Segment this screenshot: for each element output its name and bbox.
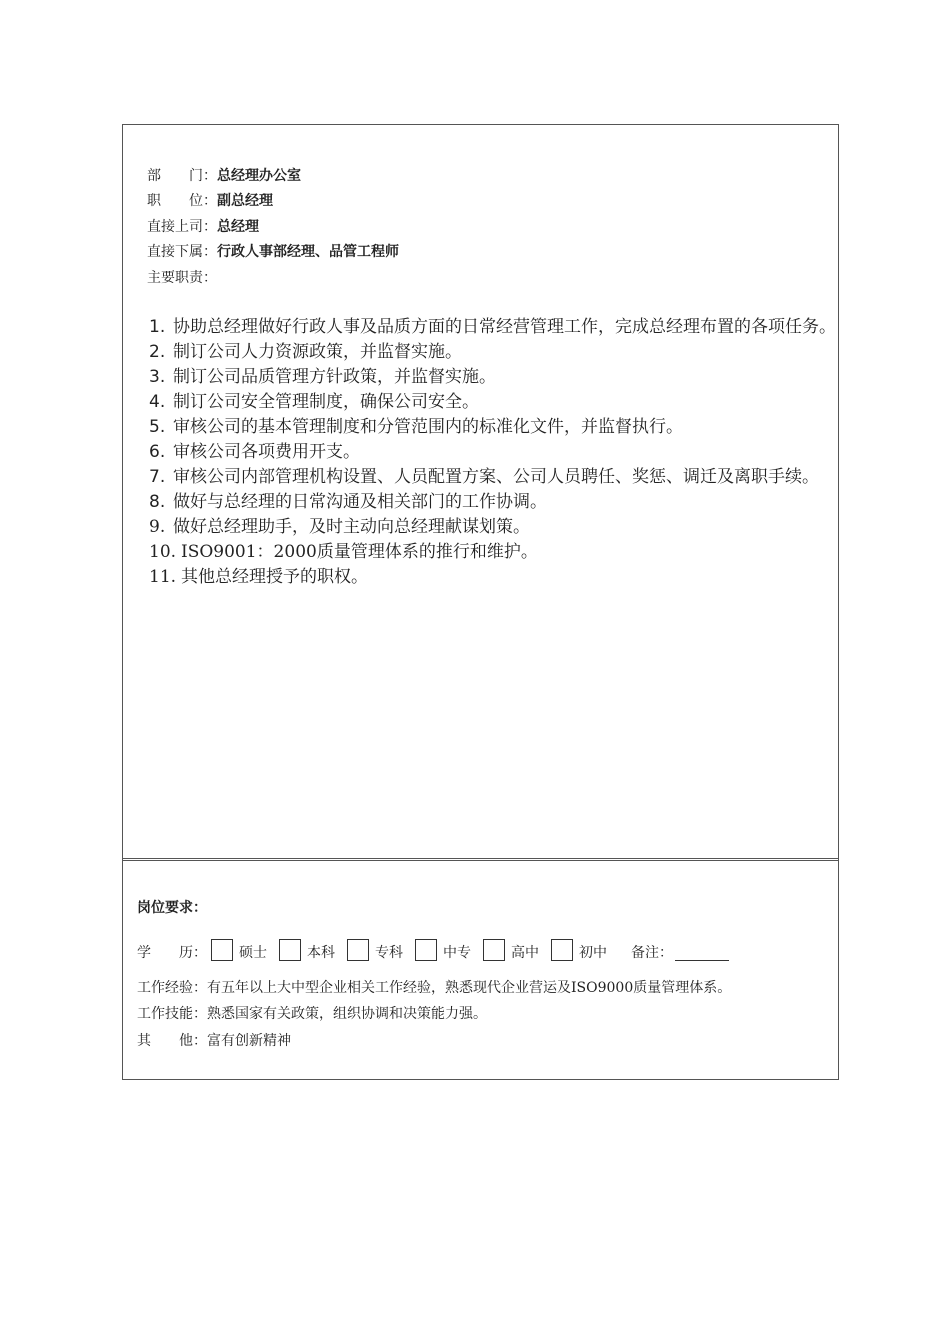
education-option-master [211, 939, 267, 961]
duty-item [149, 465, 839, 490]
duty-item [149, 490, 839, 515]
education-label: 学 历： [137, 945, 207, 961]
duty-item [149, 440, 839, 465]
duty-number: 8. [149, 492, 166, 512]
duties-label: 主要职责： [147, 270, 217, 286]
duty-text: 做好与总经理的日常沟通及相关部门的工作协调。 [173, 492, 547, 512]
duty-number: 11. [149, 567, 177, 587]
college-checkbox[interactable] [347, 939, 369, 961]
master-checkbox[interactable] [211, 939, 233, 961]
position-row [147, 192, 273, 210]
skills-row: 工作技能：熟悉国家有关政策，组织协调和决策能力强。 [137, 1006, 487, 1022]
duty-number: 7. [149, 467, 166, 487]
duty-text: 审核公司的基本管理制度和分管范围内的标准化文件，并监督执行。 [173, 417, 683, 437]
position-label: 职 位： [147, 193, 217, 209]
duty-number: 3. [149, 367, 166, 387]
note-label: 备注： [631, 945, 673, 961]
technical-checkbox[interactable] [415, 939, 437, 961]
duty-text: 审核公司各项费用开支。 [173, 442, 360, 462]
other-row: 其 他：富有创新精神 [137, 1033, 291, 1049]
duty-number: 6. [149, 442, 166, 462]
duty-number: 2. [149, 342, 166, 362]
option-label: 本科 [307, 945, 335, 961]
option-label: 初中 [579, 945, 607, 961]
education-option-highschool [483, 939, 539, 961]
superior-value: 总经理 [217, 219, 259, 235]
duty-item [149, 365, 839, 390]
duty-text: 制订公司安全管理制度，确保公司安全。 [173, 392, 479, 412]
duty-number: 4. [149, 392, 166, 412]
note-field[interactable] [675, 944, 729, 961]
duty-number: 5. [149, 417, 166, 437]
middleschool-checkbox[interactable] [551, 939, 573, 961]
duty-item [149, 415, 839, 440]
subordinates-row [147, 243, 399, 261]
department-row [147, 167, 301, 185]
duty-item [149, 540, 839, 565]
duty-number: 10. [149, 542, 177, 562]
experience-row: 工作经验：有五年以上大中型企业相关工作经验，熟悉现代企业营运及ISO9000质量管理体系。 [137, 980, 732, 996]
duty-text: 协助总经理做好行政人事及品质方面的日常经营管理工作，完成总经理布置的各项任务。 [173, 317, 836, 337]
duty-item [149, 390, 839, 415]
education-option-college [347, 939, 403, 961]
requirements-title: 岗位要求： [137, 900, 207, 916]
duty-text: 其他总经理授予的职权。 [181, 567, 368, 587]
duties-list [149, 315, 839, 590]
duty-item [149, 565, 839, 590]
bachelor-checkbox[interactable] [279, 939, 301, 961]
superior-label: 直接上司： [147, 219, 217, 235]
duty-item [149, 315, 839, 340]
option-label: 高中 [511, 945, 539, 961]
duty-number: 1. [149, 317, 166, 337]
duty-text: 制订公司品质管理方针政策，并监督实施。 [173, 367, 496, 387]
duty-item [149, 515, 839, 540]
position-value: 副总经理 [217, 193, 273, 209]
job-description-table [122, 124, 839, 1080]
option-label: 专科 [375, 945, 403, 961]
section-divider [123, 858, 838, 861]
department-label: 部 门： [147, 168, 217, 184]
option-label: 硕士 [239, 945, 267, 961]
superior-row [147, 218, 259, 236]
education-option-bachelor [279, 939, 335, 961]
duty-text: 制订公司人力资源政策，并监督实施。 [173, 342, 462, 362]
option-label: 中专 [443, 945, 471, 961]
duty-number: 9. [149, 517, 166, 537]
education-option-middleschool [551, 939, 607, 961]
department-value: 总经理办公室 [217, 168, 301, 184]
education-row [137, 939, 729, 961]
highschool-checkbox[interactable] [483, 939, 505, 961]
duty-text: ISO9001：2000质量管理体系的推行和维护。 [181, 542, 538, 562]
subordinates-label: 直接下属： [147, 244, 217, 260]
subordinates-value: 行政人事部经理、品管工程师 [217, 244, 399, 260]
education-option-technical [415, 939, 471, 961]
duty-item [149, 340, 839, 365]
duty-text: 做好总经理助手，及时主动向总经理献谋划策。 [173, 517, 530, 537]
duties-heading [147, 269, 217, 287]
duty-text: 审核公司内部管理机构设置、人员配置方案、公司人员聘任、奖惩、调迁及离职手续。 [173, 467, 819, 487]
